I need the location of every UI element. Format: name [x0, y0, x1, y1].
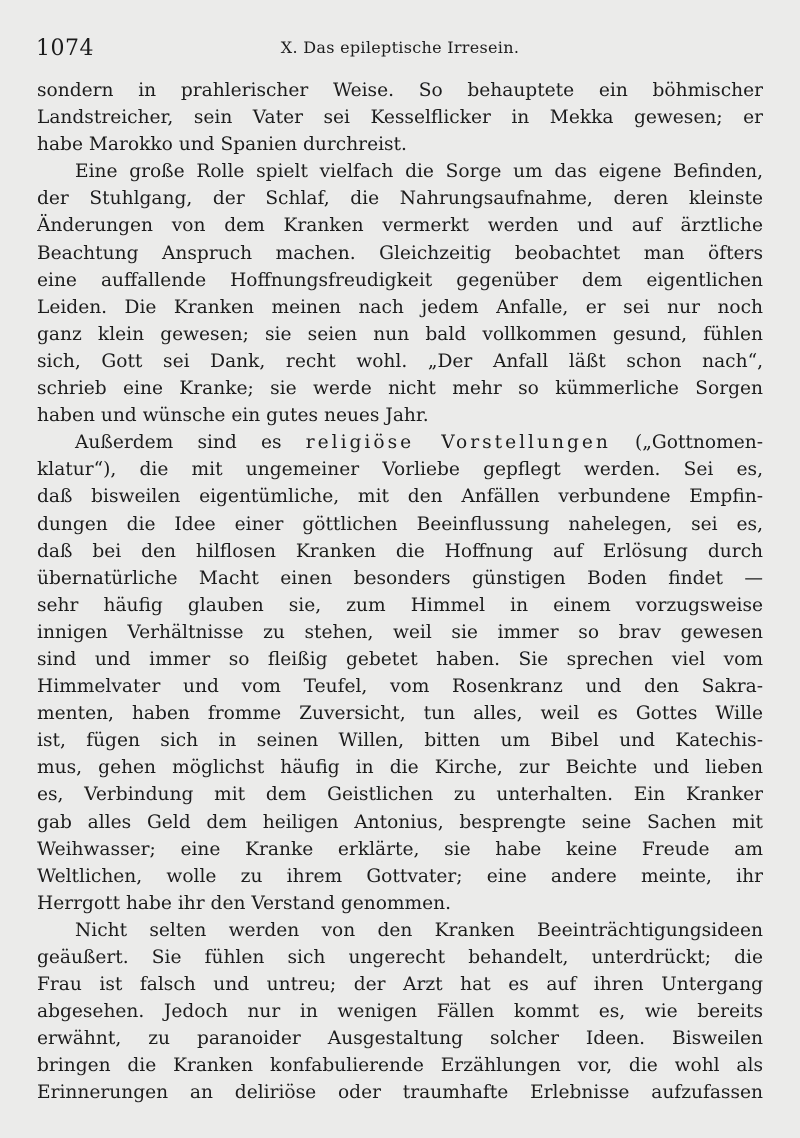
- text-line: [37, 185, 763, 212]
- text-line: [37, 1025, 763, 1052]
- text-line-content: Änderungen von dem Kranken vermerkt werden und auf ärztliche: [37, 215, 763, 237]
- text-line: [37, 294, 763, 321]
- text-line-content: Außerdem sind es: [75, 432, 282, 454]
- text-line: [37, 944, 763, 971]
- text-line: [37, 456, 763, 483]
- text-line-content: Frau ist falsch und untreu; der Arzt hat es auf ihren Untergang: [37, 974, 763, 996]
- text-line-content: schrieb eine Kranke; sie werde nicht mehr so kümmerliche Sorgen: [37, 378, 763, 400]
- chapter-title: X. Das epileptische Irresein.: [280, 38, 520, 57]
- text-line: [37, 104, 763, 131]
- text-line: [37, 700, 763, 727]
- text-line-content: sind und immer so fleißig gebetet haben. Sie sprechen viel vom: [37, 648, 763, 670]
- text-line: [37, 565, 763, 592]
- text-line: [37, 781, 763, 808]
- text-line: [37, 646, 763, 673]
- text-line-content: erwähnt, zu paranoider Ausgestaltung solcher Ideen. Bisweilen: [37, 1028, 763, 1050]
- text-line: [37, 754, 763, 781]
- text-line-content: habe Marokko und Spanien durchreist.: [37, 134, 407, 156]
- text-line: [37, 619, 763, 646]
- text-line-content: Eine große Rolle spielt vielfach die Sorge um das eigene Befinden,: [75, 161, 763, 183]
- text-line-content: es, Verbindung mit dem Geistlichen zu unterhalten. Ein Kranker: [37, 784, 763, 806]
- text-line-content: Herrgott habe ihr den Verstand genommen.: [37, 892, 452, 914]
- running-head: [36, 36, 764, 60]
- text-line-content: dungen die Idee einer göttlichen Beeinflussung nahelegen, sei es,: [37, 513, 763, 535]
- text-line-content: daß bisweilen eigentümliche, mit den Anfällen verbundene Empfin-: [37, 486, 763, 508]
- text-line-content: übernatürliche Macht einen besonders günstigen Boden findet —: [37, 567, 763, 589]
- emphasized-text: religiöse Vorstellungen: [305, 432, 611, 454]
- text-line: [37, 77, 763, 104]
- text-line-content: mus, gehen möglichst häufig in die Kirche, zur Beichte und lieben: [37, 757, 763, 779]
- text-line: [37, 348, 763, 375]
- text-line: [37, 511, 763, 538]
- text-line-content: menten, haben fromme Zuversicht, tun alles, weil es Gottes Wille: [37, 703, 763, 725]
- text-line-content: innigen Verhältnisse zu stehen, weil sie immer so brav gewesen: [37, 621, 763, 643]
- text-line-content: der Stuhlgang, der Schlaf, die Nahrungsaufnahme, deren kleinste: [37, 188, 763, 210]
- text-line: [37, 1079, 763, 1106]
- text-line-content: Nicht selten werden von den Kranken Beeinträchtigungsideen: [75, 919, 763, 941]
- text-line: [37, 267, 763, 294]
- text-line: [37, 727, 763, 754]
- text-line: [37, 863, 763, 890]
- text-line-content: gab alles Geld dem heiligen Antonius, besprengte seine Sachen mit: [37, 811, 763, 833]
- text-line: [37, 592, 763, 619]
- text-line-content: Erinnerungen an deliriöse oder traumhafte Erlebnisse aufzufassen: [37, 1082, 763, 1104]
- text-line-continuation: („Gottnomen-: [610, 432, 763, 454]
- text-line: [37, 1052, 763, 1079]
- page-number: 1074: [36, 36, 94, 61]
- text-line: [37, 375, 763, 402]
- text-line: [37, 321, 763, 348]
- text-line-content: abgesehen. Jedoch nur in wenigen Fällen kommt es, wie bereits: [37, 1001, 763, 1023]
- text-line-content: eine auffallende Hoffnungsfreudigkeit gegenüber dem eigentlichen: [37, 269, 763, 291]
- text-line-content: Weihwasser; eine Kranke erklärte, sie habe keine Freude am: [37, 838, 763, 860]
- text-line: [37, 538, 763, 565]
- text-line: [37, 483, 763, 510]
- text-line: [37, 809, 763, 836]
- text-line-content: sehr häufig glauben sie, zum Himmel in einem vorzugsweise: [37, 594, 763, 616]
- text-line: [37, 890, 763, 917]
- text-line-content: klatur“), die mit ungemeiner Vorliebe gepflegt werden. Sei es,: [37, 459, 763, 481]
- text-line-content: Landstreicher, sein Vater sei Kesselflicker in Mekka gewesen; er: [37, 107, 763, 129]
- text-line-content: daß bei den hilflosen Kranken die Hoffnung auf Erlösung durch: [37, 540, 763, 562]
- text-line: [37, 917, 763, 944]
- text-line-content: geäußert. Sie fühlen sich ungerecht behandelt, unterdrückt; die: [37, 947, 763, 968]
- text-line-content: ist, fügen sich in seinen Willen, bitten um Bibel und Katechis-: [37, 730, 763, 752]
- text-line-content: Beachtung Anspruch machen. Gleichzeitig beobachtet man öfters: [37, 242, 763, 264]
- text-line: [37, 240, 763, 267]
- text-line: [37, 131, 763, 158]
- text-line-content: Leiden. Die Kranken meinen nach jedem Anfalle, er sei nur noch: [37, 296, 763, 318]
- text-line: [37, 429, 763, 456]
- body-text: [37, 77, 763, 1107]
- text-line-content: Weltlichen, wolle zu ihrem Gottvater; eine andere meinte, ihr: [37, 865, 763, 887]
- text-line: [37, 971, 763, 998]
- text-line-content: Himmelvater und vom Teufel, vom Rosenkranz und den Sakra-: [37, 676, 763, 698]
- text-line: [37, 402, 763, 429]
- text-line: [37, 673, 763, 700]
- text-line-content: haben und wünsche ein gutes neues Jahr.: [37, 405, 429, 427]
- text-line: [37, 158, 763, 185]
- text-line-content: sich, Gott sei Dank, recht wohl. „Der Anfall läßt schon nach“,: [37, 350, 763, 372]
- text-line-content: ganz klein gewesen; sie seien nun bald vollkommen gesund, fühlen: [37, 323, 763, 345]
- text-line-content: bringen die Kranken konfabulierende Erzählungen vor, die wohl als: [37, 1055, 763, 1077]
- text-line: [37, 998, 763, 1025]
- text-line-content: sondern in prahlerischer Weise. So behauptete ein böhmischer: [37, 80, 763, 101]
- text-line: [37, 836, 763, 863]
- text-line: [37, 212, 763, 239]
